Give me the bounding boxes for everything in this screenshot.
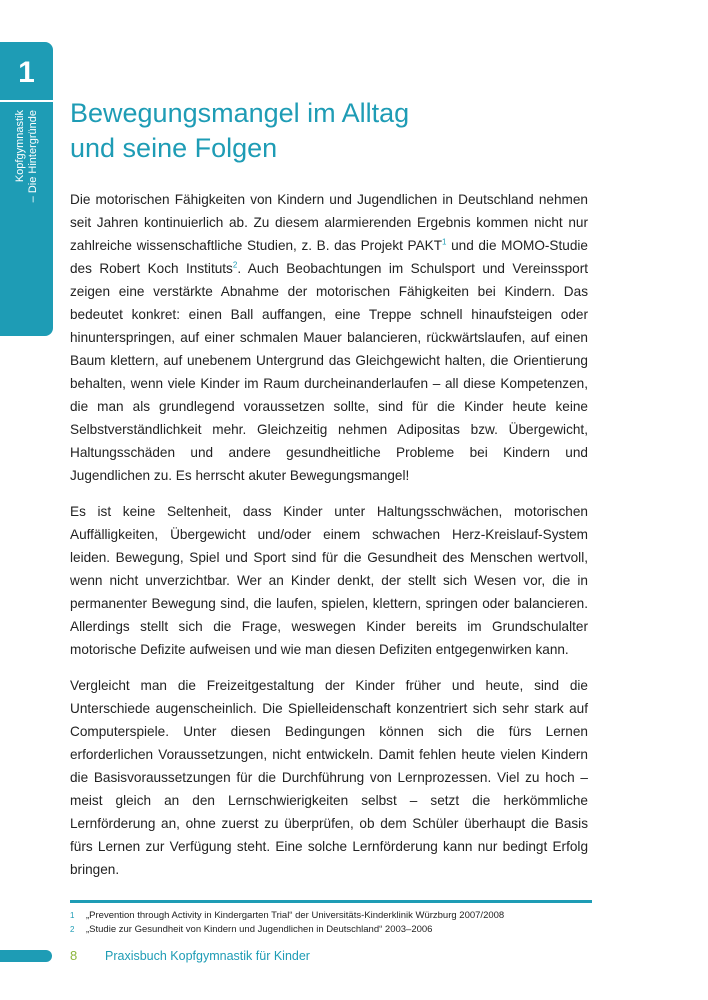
chapter-number: 1 [18,56,35,89]
paragraph-1-part-a: Die motorischen Fähigkeiten von Kindern und Jugendlichen in Deutschland nehmen seit Jahren kontinuierlich ab. Zu diesem alarmierenden Ergebnis kommen nicht nur zahlreiche wissenschaftliche Studien, z. B. das Projekt PAKT [70,192,588,253]
chapter-side-label-line1: Kopfgymnastik [14,110,26,183]
page-number: 8 [70,948,78,963]
footnote-1-text: „Prevention through Activity in Kindergarten Trial“ der Universitäts-Kinderklinik Würzburg 2007/2008 [86,910,505,921]
footnotes [70,909,610,937]
footnote-2-number: 2 [70,925,75,934]
footnote-1 [70,909,610,923]
chapter-tab-divider [0,100,53,102]
footer-book-title: Praxisbuch Kopfgymnastik für Kinder [105,949,310,963]
body-text [70,188,588,894]
paragraph-3: Vergleicht man die Freizeitgestaltung der Kinder früher und heute, sind die Unterschiede augenscheinlich. Die Spielleidenschaft konzentriert sich sehr stark auf Computerspiele. Unter diesen Bedingungen können sich die fürs Lernen erforderlichen Voraussetzungen, nicht entwickeln. Damit fehlen heute vielen Kindern die Basisvoraussetzungen für die Durchführung von Lernprozessen. Viel zu hoch – meist gleich an den Lernschwierigkeiten selbst – setzt die herkömmliche Lernförderung an, ohne zuerst zu überprüfen, ob dem Schüler überhaupt die Basis fürs Lernen zur Verfügung steht. Eine solche Lernförderung kann nur bedingt Erfolg bringen. [70,678,588,877]
page-title-line2: und seine Folgen [70,133,278,163]
paragraph-2: Es ist keine Seltenheit, dass Kinder unter Haltungsschwächen, motorischen Auffälligkeiten, Übergewicht und/oder einem schwachen Herz-Kreislauf-System leiden. Bewegung, Spiel und Sport sind für die Gesundheit des Menschen wertvoll, wenn nicht unverzichtbar. Wer an Kinder denkt, der stellt sich Wesen vor, die in permanenter Bewegung sind, die laufen, spielen, klettern, springen oder balancieren. Allerdings stellt sich die Frage, weswegen Kinder bereits im Grundschulalter motorische Defizite aufweisen und wie man diesen Defiziten entgegenwirken kann. [70,504,588,657]
footnote-2-text: „Studie zur Gesundheit von Kindern und Jugendlichen in Deutschland“ 2003–2006 [86,924,433,935]
footnote-ref-2[interactable]: 2 [232,260,238,270]
footnote-ref-1[interactable]: 1 [442,237,447,247]
footnote-1-number: 1 [70,911,75,920]
page-title [70,96,590,166]
paragraph-1-part-b: und die MOMO-Studie des Robert Koch Instituts [70,238,588,276]
footnote-2 [70,923,610,937]
paragraph-1-part-c: . Auch Beobachtungen im Schulsport und Vereinssport zeigen eine verstärkte Abnahme der motorischen Fähigkeiten bei Kindern. Das bedeutet konkret: einen Ball auffangen, eine Treppe schnell hinaufsteigen oder hinunterspringen, auf einer schmalen Mauer balancieren, rückwärtslaufen, auf einen Baum klettern, auf unebenem Untergrund das Gleichgewicht halten, die Orientierung behalten, wenn viele Kinder im Raum durcheinanderlaufen – all diese Kompetenzen, die man als grundlegend voraussetzen sollte, sind für die Kinder heute keine Selbstverständlichkeit mehr. Gleichzeitig nehmen Adipositas bzw. Übergewicht, Haltungsschäden und andere gesundheitliche Probleme bei Kindern und Jugendlichen zu. Es herrscht akuter Bewegungsmangel! [70,261,588,483]
chapter-side-label [14,110,40,240]
footer-accent-bar [0,950,52,962]
paragraph-1 [70,188,588,487]
footnote-divider [70,900,592,903]
page-title-line1: Bewegungsmangel im Alltag [70,98,410,128]
chapter-side-label-line2: – Die Hintergründe [27,110,39,203]
